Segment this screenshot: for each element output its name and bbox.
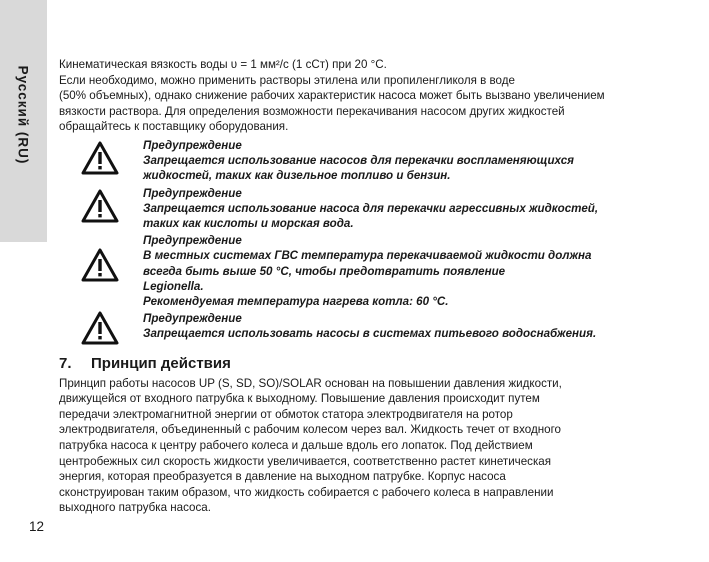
language-tab <box>0 0 47 242</box>
warning-line: Запрещается использование насосов для перекачки воспламеняющихся <box>143 154 574 168</box>
warning-text <box>143 138 659 184</box>
section-title: Принцип действия <box>91 354 231 372</box>
intro-paragraph <box>59 57 659 135</box>
warning-title: Предупреждение <box>143 186 242 200</box>
body-line: движущейся от входного патрубка к выходному. Повышение давления происходит путем <box>59 392 540 406</box>
body-line: патрубка насоса к центру рабочего колеса и дальше вдоль его лопаток. Под действием <box>59 438 533 452</box>
page-content <box>59 57 659 516</box>
warning-line: Запрещается использовать насосы в системах питьевого водоснабжения. <box>143 327 597 341</box>
warning-text <box>143 186 659 232</box>
body-line: Принцип работы насосов UP (S, SD, SO)/SOLAR основан на повышении давления жидкости, <box>59 376 562 390</box>
intro-line: вязкости раствора. Для определения возможности перекачивания насосом других жидкостей <box>59 104 565 118</box>
warning-line: всегда быть выше 50 °C, чтобы предотвратить появление <box>143 264 506 278</box>
warning-line: таких как кислоты и морская вода. <box>143 216 354 230</box>
warning-line: жидкостей, таких как дизельное топливо и бензин. <box>143 169 451 183</box>
body-line: электродвигателя, объединенный с рабочим колесом через вал. Жидкость течет от входного <box>59 423 561 437</box>
warning-text <box>143 311 659 341</box>
warning-block-flammable <box>59 138 659 184</box>
warning-triangle-icon <box>81 189 119 223</box>
section-body <box>59 376 659 516</box>
section-heading <box>59 354 659 374</box>
warning-triangle-icon <box>81 141 119 175</box>
warning-block-aggressive <box>59 186 659 232</box>
body-line: передачи электромагнитной энергии от обмоток статора электродвигателя на ротор <box>59 407 513 421</box>
warning-title: Предупреждение <box>143 312 242 326</box>
warning-line: Legionella. <box>143 279 204 293</box>
language-label: Русский (RU) <box>15 65 31 165</box>
warnings-list <box>59 138 659 342</box>
warning-triangle-icon <box>81 311 119 345</box>
page-number: 12 <box>29 519 45 534</box>
warning-title: Предупреждение <box>143 138 242 152</box>
warning-line: Запрещается использование насоса для перекачки агрессивных жидкостей, <box>143 201 599 215</box>
intro-line: обращайтесь к поставщику оборудования. <box>59 120 289 134</box>
warning-block-drinking-water <box>59 311 659 341</box>
intro-line: Кинематическая вязкость воды υ = 1 мм²/с (1 сСт) при 20 °C. <box>59 58 387 71</box>
warning-text <box>143 233 659 309</box>
intro-line: Если необходимо, можно применить растворы этилена или пропиленгликоля в воде <box>59 73 515 87</box>
body-line: центробежных сил скорость жидкости увеличивается, соответственно растет кинетическая <box>59 454 552 468</box>
warning-title: Предупреждение <box>143 234 242 248</box>
warning-triangle-icon <box>81 248 119 282</box>
body-line: сконструирован таким образом, что жидкость собирается с рабочего колеса в направлении <box>59 485 554 499</box>
body-line: выходного патрубка насоса. <box>59 501 211 515</box>
section-number: 7. <box>59 354 72 372</box>
body-line: энергия, которая преобразуется в давление на выходном патрубке. Корпус насоса <box>59 470 506 484</box>
warning-block-legionella <box>59 233 659 309</box>
intro-line: (50% объемных), однако снижение рабочих характеристик насоса может быть вызвано увеличением <box>59 89 605 103</box>
warning-line: В местных системах ГВС температура перекачиваемой жидкости должна <box>143 249 592 263</box>
warning-line: Рекомендуемая температура нагрева котла: 60 °C. <box>143 295 449 308</box>
